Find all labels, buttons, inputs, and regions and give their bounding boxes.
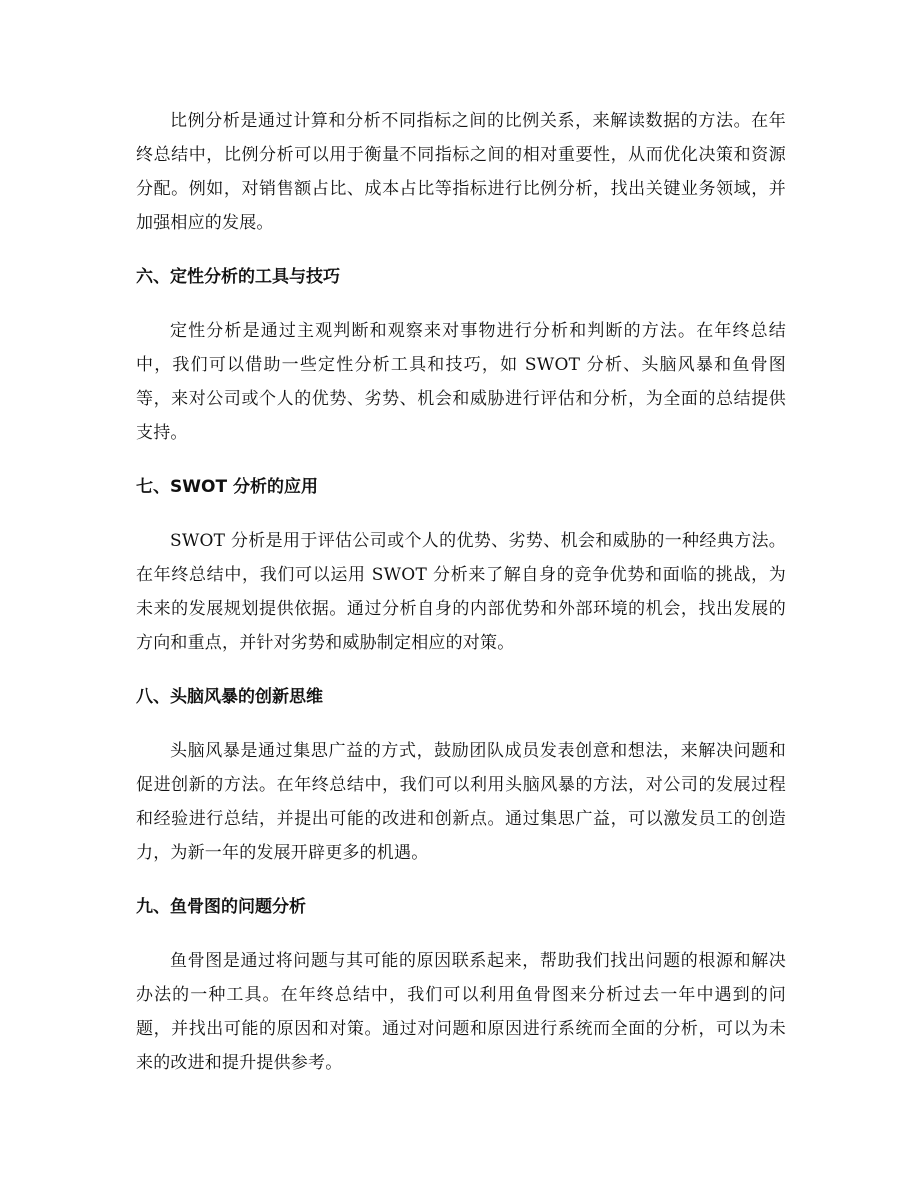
section-body-fishbone: 鱼骨图是通过将问题与其可能的原因联系起来，帮助我们找出问题的根源和解决办法的一种工具。在年终总结中，我们可以利用鱼骨图来分析过去一年中遇到的问题，并找出可能的原因和对策。通过对问题和原因进行系统而全面的分析，可以为未来的改进和提升提供参考。 xyxy=(136,951,786,1073)
section-body-swot: SWOT 分析是用于评估公司或个人的优势、劣势、机会和威胁的一种经典方法。在年终总结中，我们可以运用 SWOT 分析来了解自身的竞争优势和面临的挑战，为未来的发展规划提供依据。通过分析自身的内部优势和外部环境的机会，找出发展的方向和重点，并针对劣势和威胁制定相应的对策。 xyxy=(136,531,786,653)
section-heading-swot: 七、SWOT 分析的应用 xyxy=(136,477,318,497)
section-heading-fishbone: 九、鱼骨图的问题分析 xyxy=(136,897,306,917)
section-body-qualitative-tools: 定性分析是通过主观判断和观察来对事物进行分析和判断的方法。在年终总结中，我们可以借助一些定性分析工具和技巧，如 SWOT 分析、头脑风暴和鱼骨图等，来对公司或个人的优势、劣势、机会和威胁进行评估和分析，为全面的总结提供支持。 xyxy=(136,321,786,443)
section-body-brainstorm: 头脑风暴是通过集思广益的方式，鼓励团队成员发表创意和想法，来解决问题和促进创新的方法。在年终总结中，我们可以利用头脑风暴的方法，对公司的发展过程和经验进行总结，并提出可能的改进和创新点。通过集思广益，可以激发员工的创造力，为新一年的发展开辟更多的机遇。 xyxy=(136,741,786,863)
section-heading-brainstorm: 八、头脑风暴的创新思维 xyxy=(136,687,323,707)
document-page xyxy=(136,104,786,1080)
section-heading-qualitative-tools: 六、定性分析的工具与技巧 xyxy=(136,267,340,287)
intro-paragraph: 比例分析是通过计算和分析不同指标之间的比例关系，来解读数据的方法。在年终总结中，比例分析可以用于衡量不同指标之间的相对重要性，从而优化决策和资源分配。例如，对销售额占比、成本占比等指标进行比例分析，找出关键业务领域，并加强相应的发展。 xyxy=(136,111,786,233)
